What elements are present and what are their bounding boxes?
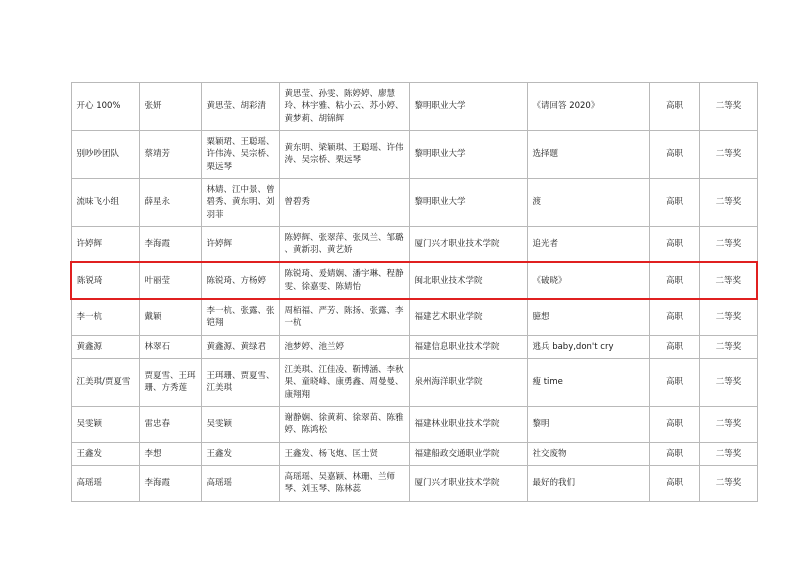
cell-members: 陈锐琦、爰婧娴、潘宇琳、程静雯、徐嘉雯、陈婧怡 [279,262,409,299]
cell-work: 瘦 time [527,359,649,407]
cell-team-name: 开心 100% [71,83,139,131]
table-row-highlighted [71,262,757,299]
cell-team-name: 李一杭 [71,299,139,335]
cell-level: 高职 [649,335,699,358]
cell-team-name: 高瑶瑶 [71,465,139,501]
results-table [70,82,758,502]
table-row [71,465,757,501]
cell-instructor: 许婷辉 [201,226,279,262]
cell-members: 黄思莹、孙雯、陈婷婷、廖慧玲、林宇雅、粘小云、苏小婷、黄梦莉、胡锦辉 [279,83,409,131]
cell-team-name: 王鑫发 [71,442,139,465]
table-row [71,299,757,335]
cell-work: 臆想 [527,299,649,335]
cell-team-name: 吴雯颖 [71,406,139,442]
cell-level: 高职 [649,226,699,262]
cell-school: 泉州海洋职业学院 [409,359,527,407]
cell-instructor: 林婧、江中景、曾碧秀、黄东明、刘羽菲 [201,178,279,226]
cell-level: 高职 [649,178,699,226]
cell-instructor: 黄思莹、胡彩清 [201,83,279,131]
cell-school: 厦门兴才职业技术学院 [409,226,527,262]
cell-leader: 叶丽莹 [139,262,201,299]
cell-members: 高瑶瑶、吴嘉颖、林珊、兰师琴、刘玉琴、陈林蕊 [279,465,409,501]
cell-award: 二等奖 [699,299,757,335]
cell-leader: 张妍 [139,83,201,131]
cell-level: 高职 [649,359,699,407]
cell-level: 高职 [649,130,699,178]
cell-members: 陈婷辉、张翠萍、张凤兰、邹璐 、黄新羽、黄艺娇 [279,226,409,262]
cell-award: 二等奖 [699,226,757,262]
cell-award: 二等奖 [699,359,757,407]
cell-work: 追光者 [527,226,649,262]
cell-work: 黎明 [527,406,649,442]
cell-members: 王鑫发、杨飞炮、匡士贤 [279,442,409,465]
table-row [71,130,757,178]
cell-level: 高职 [649,83,699,131]
table-row [71,359,757,407]
cell-school: 闽北职业技术学院 [409,262,527,299]
cell-instructor: 高瑶瑶 [201,465,279,501]
cell-team-name: 黄鑫源 [71,335,139,358]
cell-members: 周栢福、严芳、陈扬、张露、李一杭 [279,299,409,335]
cell-level: 高职 [649,442,699,465]
cell-school: 福建信息职业技术学院 [409,335,527,358]
cell-award: 二等奖 [699,442,757,465]
cell-instructor: 王珥珊、贾夏雪、江美琪 [201,359,279,407]
cell-school: 黎明职业大学 [409,130,527,178]
cell-leader: 贾夏雪、王珥珊、方秀莲 [139,359,201,407]
cell-work: 《破晓》 [527,262,649,299]
cell-instructor: 陈锐琦、方杨婷 [201,262,279,299]
cell-team-name: 流味飞小组 [71,178,139,226]
cell-school: 黎明职业大学 [409,178,527,226]
cell-leader: 薛星永 [139,178,201,226]
cell-leader: 雷忠春 [139,406,201,442]
cell-school: 福建艺术职业学院 [409,299,527,335]
table-row [71,83,757,131]
cell-leader: 李海霞 [139,226,201,262]
cell-work: 最好的我们 [527,465,649,501]
cell-instructor: 吴雯颖 [201,406,279,442]
cell-leader: 李想 [139,442,201,465]
cell-work: 社交废物 [527,442,649,465]
cell-work: 逃兵 baby,don't cry [527,335,649,358]
cell-award: 二等奖 [699,406,757,442]
cell-members: 池梦婷、池兰婷 [279,335,409,358]
cell-award: 二等奖 [699,130,757,178]
table-row [71,178,757,226]
cell-instructor: 黄鑫源、黄绿君 [201,335,279,358]
cell-school: 福建船政交通职业学院 [409,442,527,465]
cell-school: 福建林业职业技术学院 [409,406,527,442]
cell-instructor: 粟颖珺、王聪瑶、许伟涛、吴宗桥、栗远琴 [201,130,279,178]
cell-leader: 戴颖 [139,299,201,335]
cell-members: 江美琪、江佳凌、靳博涵、李秋果、童晓峰、康勇鑫、周曼曼、康翔翔 [279,359,409,407]
table-row [71,226,757,262]
cell-award: 二等奖 [699,465,757,501]
results-table-body [71,83,757,502]
table-row [71,442,757,465]
cell-award: 二等奖 [699,178,757,226]
table-row [71,335,757,358]
cell-members: 黄东明、梁颖琪、王聪瑶、许伟涛、吴宗桥、栗远琴 [279,130,409,178]
table-row [71,406,757,442]
cell-instructor: 王鑫发 [201,442,279,465]
cell-leader: 李海霞 [139,465,201,501]
results-table-wrapper [70,82,742,502]
cell-award: 二等奖 [699,83,757,131]
cell-leader: 蔡靖芳 [139,130,201,178]
cell-instructor: 李一杭、张露、张铠翔 [201,299,279,335]
cell-level: 高职 [649,406,699,442]
cell-work: 《请回答 2020》 [527,83,649,131]
cell-members: 谢静娴、徐黄莉、徐翠苗、陈雅婷、陈鸿松 [279,406,409,442]
cell-award: 二等奖 [699,335,757,358]
cell-level: 高职 [649,299,699,335]
cell-school: 黎明职业大学 [409,83,527,131]
cell-team-name: 江美琪/贾夏雪 [71,359,139,407]
cell-members: 曾碧秀 [279,178,409,226]
cell-work: 渡 [527,178,649,226]
cell-team-name: 陈锐琦 [71,262,139,299]
cell-team-name: 别吵吵团队 [71,130,139,178]
cell-team-name: 许婷辉 [71,226,139,262]
cell-work: 选择题 [527,130,649,178]
cell-award: 二等奖 [699,262,757,299]
cell-level: 高职 [649,262,699,299]
cell-leader: 林翠石 [139,335,201,358]
cell-school: 厦门兴才职业技术学院 [409,465,527,501]
cell-level: 高职 [649,465,699,501]
